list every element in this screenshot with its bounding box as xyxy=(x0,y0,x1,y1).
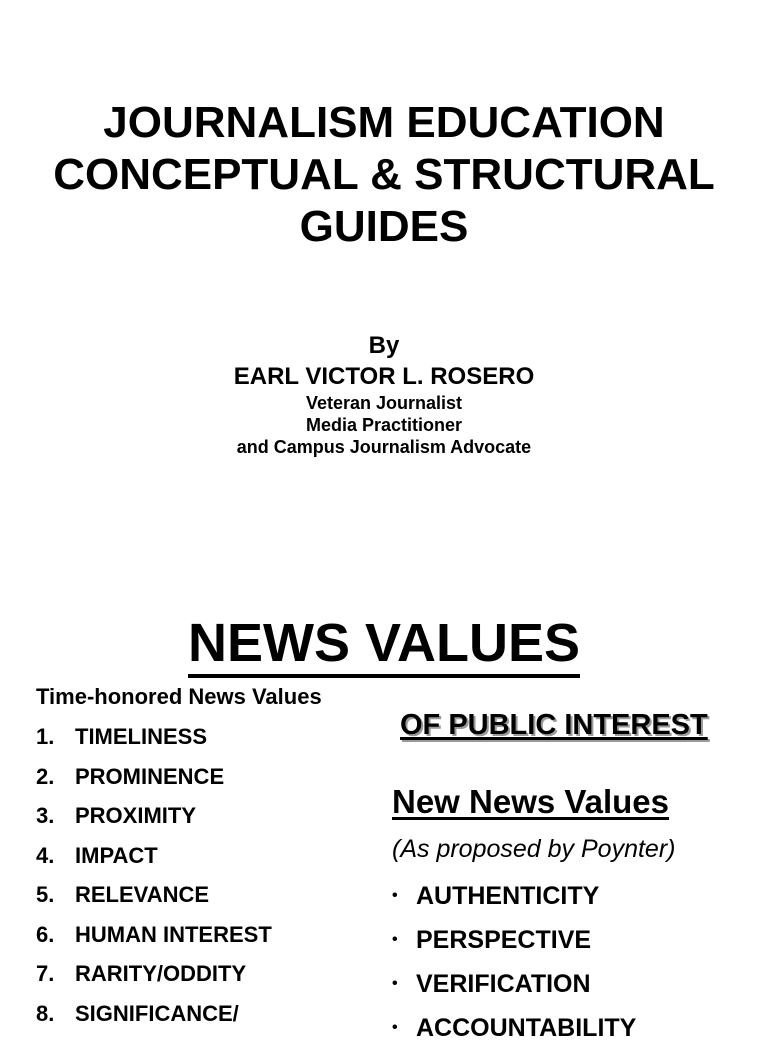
list-item xyxy=(36,762,376,802)
by-label: By xyxy=(368,332,400,359)
item-number: 3. xyxy=(36,803,55,828)
author-name: EARL VICTOR L. ROSERO xyxy=(233,363,535,390)
news-values-heading: NEWS VALUES xyxy=(188,612,580,678)
list-item xyxy=(36,999,376,1039)
item-label: IMPACT xyxy=(75,842,158,868)
author-credential: and Campus Journalism Advocate xyxy=(236,437,532,457)
item-number: 1. xyxy=(36,724,55,749)
time-honored-list xyxy=(36,722,376,1038)
item-label: RELEVANCE xyxy=(75,882,210,907)
time-honored-column xyxy=(36,682,376,1038)
poynter-note: (As proposed by Poynter) xyxy=(392,835,676,863)
item-number: 2. xyxy=(36,763,55,789)
bullet-icon: • xyxy=(392,931,398,948)
bullet-icon: • xyxy=(392,975,398,992)
new-values-column xyxy=(392,708,752,1050)
presentation-title xyxy=(0,97,768,253)
bullet-item xyxy=(392,1006,752,1050)
bullet-item xyxy=(392,918,752,962)
bullet-label: VERIFICATION xyxy=(416,970,591,998)
item-number: 7. xyxy=(36,961,55,986)
byline xyxy=(0,330,768,458)
list-item xyxy=(36,959,376,999)
item-number: 6. xyxy=(36,921,55,947)
bullet-label: AUTHENTICITY xyxy=(416,882,600,910)
item-label: HUMAN INTEREST xyxy=(75,921,272,947)
author-credential: Media Practitioner xyxy=(305,415,463,435)
title-line: JOURNALISM EDUCATION xyxy=(103,98,665,147)
time-honored-subtitle: Time-honored News Values xyxy=(36,684,322,709)
bullet-label: ACCOUNTABILITY xyxy=(416,1014,637,1042)
list-item xyxy=(36,722,376,762)
public-interest-heading: OF PUBLIC INTEREST xyxy=(400,709,708,741)
bullet-item xyxy=(392,962,752,1006)
item-label: SIGNIFICANCE/ xyxy=(75,1000,239,1026)
bullet-item xyxy=(392,874,752,918)
item-label: RARITY/ODDITY xyxy=(75,961,247,986)
title-line: GUIDES xyxy=(299,202,469,251)
bullet-icon: • xyxy=(392,1019,398,1036)
item-label: TIMELINESS xyxy=(75,724,208,749)
item-number: 8. xyxy=(36,1000,55,1026)
new-values-list xyxy=(392,874,752,1050)
item-label: PROXIMITY xyxy=(75,803,197,828)
slide-title xyxy=(0,612,768,678)
list-item xyxy=(36,880,376,920)
news-values-slide xyxy=(0,580,768,1042)
bullet-label: PERSPECTIVE xyxy=(416,926,592,954)
author-credential: Veteran Journalist xyxy=(305,393,463,413)
item-number: 4. xyxy=(36,842,55,868)
list-item xyxy=(36,920,376,960)
list-item xyxy=(36,841,376,881)
title-line: CONCEPTUAL & STRUCTURAL xyxy=(53,150,715,199)
bullet-icon: • xyxy=(392,887,398,904)
item-label: PROMINENCE xyxy=(75,763,225,789)
list-item xyxy=(36,801,376,841)
item-number: 5. xyxy=(36,882,55,907)
new-values-heading: New News Values xyxy=(392,783,669,820)
